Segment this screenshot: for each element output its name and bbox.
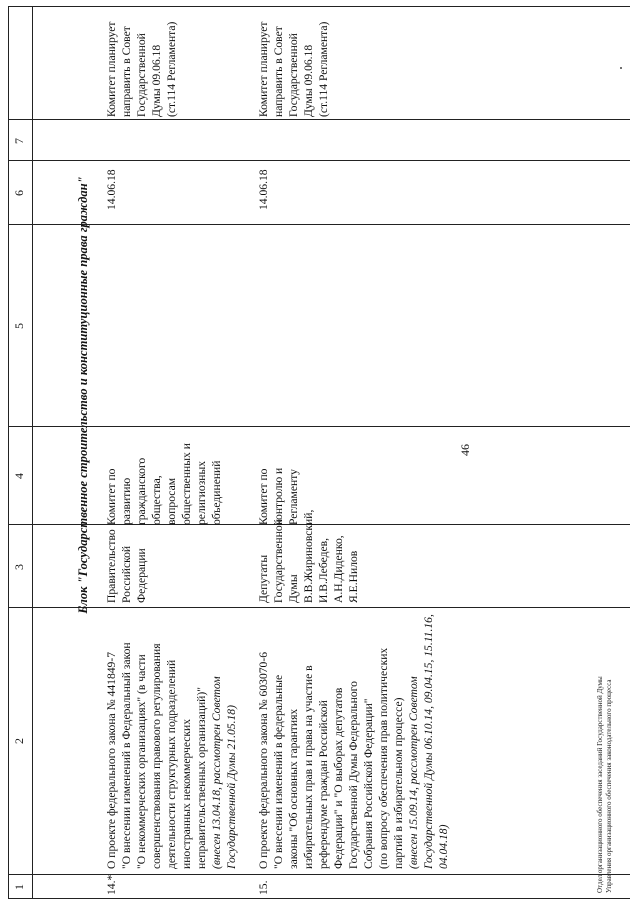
row-14-title-line: "О некоммерческих организациях" (в части [135,654,148,869]
footer-line-1: Отдел организационного обеспечения заседаний Государственной Думы [596,676,604,893]
header-col-2: 2 [12,738,26,744]
header-col-5: 5 [12,323,26,329]
header-col-3: 3 [12,564,26,570]
row-14-title-line: неправительственных организаций)" [195,687,208,869]
page-number: 46 [458,444,472,456]
col-border-3 [8,524,630,525]
row-15-title-line: (по вопросу обеспечения прав политических [377,647,390,869]
row-14-title-line: О проекте федерального закона № 441849-7 [105,652,118,869]
row-15-title-line: "О внесении изменений в федеральные [272,674,285,869]
row-15-date: 14.06.18 [257,169,270,210]
row-15-title-line: избирательных прав и права на участие в [302,665,315,869]
header-row-border [32,6,33,899]
row-15-committee: Комитет по контролю и Регламенту [257,467,300,525]
row-14-committee: Комитет по развитию гражданского общества, вопросам общественных и религиозных объединений [105,443,223,525]
footer-line-2: Управления организационного обеспечения законодательного процесса [605,679,613,893]
row-15-title-line: законы "Об основных гарантиях [287,708,300,869]
row-15-author: Депутаты Государственной Думы В.В.Жириновский, И.В.Лебедев, А.Н.Диденко, Я.Е.Нилов [257,509,360,603]
row-14-decision: Комитет планирует направить в Совет Государственной Думы 09.06.18 (ст.114 Регламента) [105,21,178,117]
row-15-title-line: О проекте федерального закона № 603070-6 [257,652,270,869]
header-col-1: 1 [12,884,26,890]
table-top-border [8,6,9,899]
row-14-author: Правительство Российской Федерации [105,529,148,603]
block-title: Блок "Государственное строительство и конституционные права граждан" [76,176,90,614]
header-col-6: 6 [12,190,26,196]
col-border-5 [8,224,630,225]
row-14-date: 14.06.18 [105,169,118,210]
row-15-note: (внесен 15.09.14, рассмотрен Советом Государственной Думы 06.10.14, 09.04.15, 15.11.16, 04.04.18) [407,614,450,869]
row-14-title-line: иностранных некоммерческих [180,718,193,869]
col-border-0 [8,898,630,899]
row-15-title-line: Государственной Думы Федерального [347,681,360,869]
col-border-7 [8,119,630,120]
row-14-note: (внесен 13.04.18, рассмотрен Советом Государственной Думы 21.05.18) [210,676,238,869]
col-border-8 [8,6,630,7]
row-14-title-line: совершенствования правового регулирования [150,643,163,869]
col-border-1 [8,874,630,875]
row-14-title [104,607,239,869]
row-15-title [256,607,451,869]
row-15-title-line: партий в избирательном процессе) [392,697,405,869]
row-15-title-line: Собрания Российской Федерации" [362,698,375,869]
row-15-title-line: референдуме граждан Российской [317,700,330,869]
row-15-decision: Комитет планирует направить в Совет Государственной Думы 09.06.18 (ст.114 Регламента) [257,21,330,117]
row-14-title-line: "О внесении изменений в Федеральный закон [120,642,133,869]
col-border-6 [8,160,630,161]
row-15-title-line: Федерации" и "О выборах депутатов [332,687,345,869]
row-14-number: 14.* [105,874,118,895]
header-col-7: 7 [12,138,26,144]
scan-dot [620,67,622,69]
col-border-4 [8,426,630,427]
footer [596,676,614,893]
row-14-title-line: деятельности структурных подразделений [165,659,178,869]
header-col-4: 4 [12,473,26,479]
row-15-number: 15. [257,880,270,895]
